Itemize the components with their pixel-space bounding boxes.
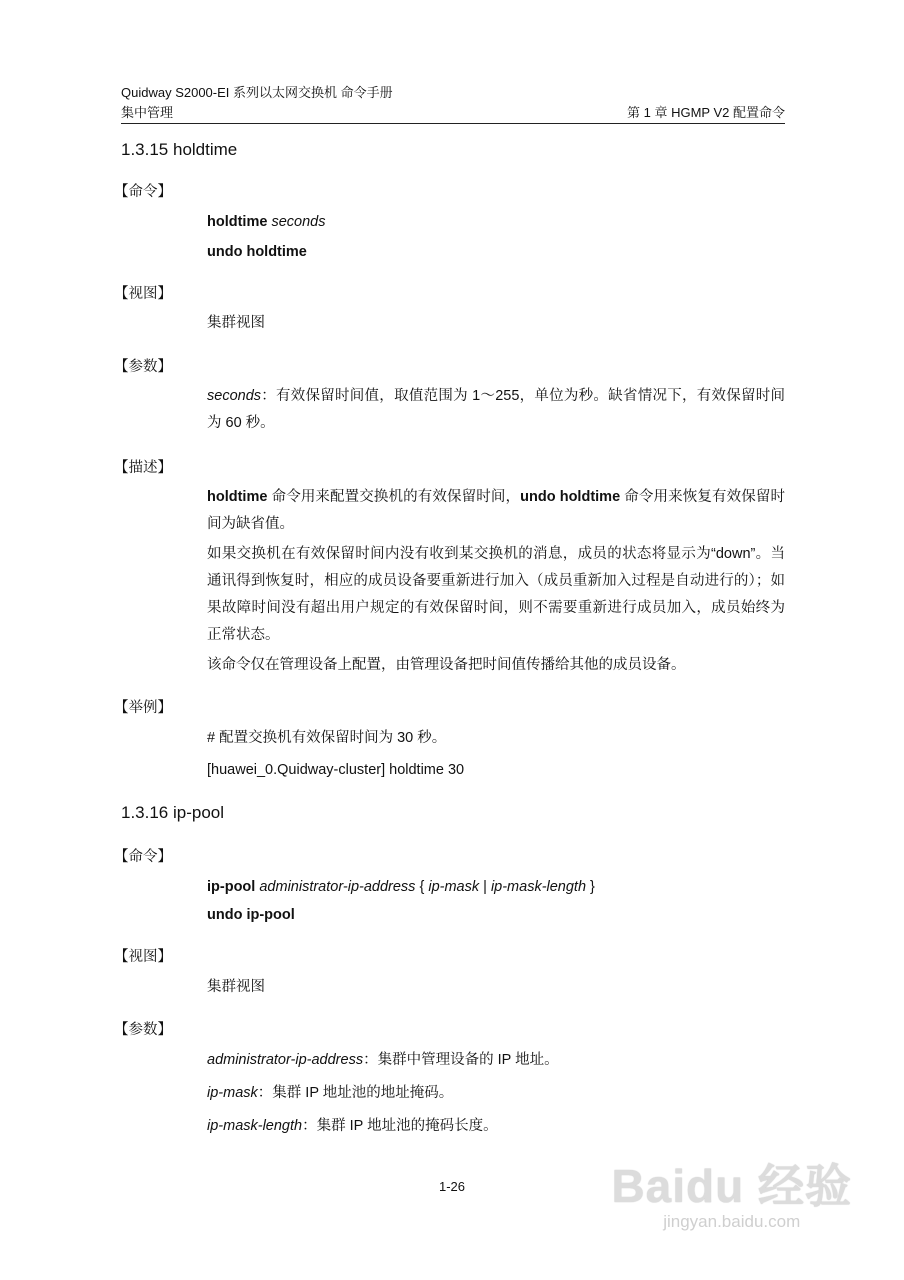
t: } [586, 879, 595, 895]
example-command: [huawei_0.Quidway-cluster] holdtime 30 [207, 762, 465, 778]
arg: administrator-ip-address [255, 879, 416, 895]
label-params: 【参数】 [114, 359, 172, 375]
header-title: Quidway S2000-EI 系列以太网交换机 命令手册 [121, 85, 393, 100]
header-section: 集中管理 [121, 105, 174, 120]
page-number: 1-26 [438, 1179, 466, 1194]
view-text: 集群视图 [207, 315, 265, 331]
param-desc: ：集群 IP 地址池的地址掩码。 [257, 1085, 454, 1101]
cmd-keyword: holdtime [207, 214, 268, 230]
kw: undo holdtime [520, 489, 621, 505]
t: 命令用来配置交换机的有效保留时间， [267, 489, 521, 505]
description-1 [207, 484, 785, 538]
command-syntax [207, 874, 785, 901]
param-desc: ：集群中管理设备的 IP 地址。 [363, 1052, 559, 1068]
param-desc: ：集群 IP 地址池的掩码长度。 [302, 1118, 498, 1134]
param-seconds [207, 383, 785, 437]
undo-cmd-text: undo holdtime [207, 244, 307, 260]
label-view: 【视图】 [114, 949, 172, 965]
param-name: seconds [207, 388, 262, 404]
param-name: administrator-ip-address [207, 1052, 364, 1068]
label-description: 【描述】 [114, 460, 172, 476]
description-2: 如果交换机在有效保留时间内没有收到某交换机的消息，成员的状态将显示为“down”。当通讯得到恢复时，相应的成员设备要重新进行加入（成员重新加入过程是自动进行的）；如果故障时间没有超出用户规定的有效保留时间，则不需要重新进行成员加入，成员始终为正常状态。 [207, 546, 785, 643]
t: 命令用来恢复有效保留时间为缺省值。 [207, 489, 786, 532]
label-params: 【参数】 [114, 1022, 172, 1038]
header-rule [121, 123, 785, 124]
label-example: 【举例】 [114, 700, 172, 716]
header-chapter: 第 1 章 HGMP V2 配置命令 [627, 105, 785, 120]
baidu-watermark [611, 1150, 852, 1232]
watermark-url: jingyan.baidu.com [663, 1212, 801, 1231]
undo-command [207, 902, 785, 929]
param-ip-mask-length [207, 1113, 785, 1140]
cmd-arg: seconds [267, 214, 326, 230]
param-ip-mask [207, 1080, 785, 1107]
param-admin-ip [207, 1047, 785, 1074]
view-text: 集群视图 [207, 979, 265, 995]
kw: ip-pool [207, 879, 256, 895]
section-title-holdtime: 1.3.15 holdtime [121, 140, 238, 159]
kw: holdtime [207, 489, 268, 505]
watermark-brand: Baidu 经验 [611, 1160, 852, 1212]
t: { [415, 879, 429, 895]
undo-command [207, 239, 785, 266]
param-name: ip-mask [207, 1085, 258, 1101]
undo-cmd-text: undo ip-pool [207, 907, 295, 923]
description-3: 该命令仅在管理设备上配置，由管理设备把时间值传播给其他的成员设备。 [207, 657, 686, 673]
arg: ip-mask-length [490, 879, 587, 895]
command-syntax [207, 209, 785, 236]
section-title-ip-pool: 1.3.16 ip-pool [121, 803, 225, 822]
arg: ip-mask [428, 879, 480, 895]
param-desc: ：有效保留时间值，取值范围为 1～255，单位为秒。缺省情况下，有效保留时间为 60 秒。 [207, 388, 785, 431]
example-comment: # 配置交换机有效保留时间为 30 秒。 [207, 730, 447, 746]
label-command: 【命令】 [114, 849, 172, 865]
label-command: 【命令】 [114, 184, 172, 200]
label-view: 【视图】 [114, 286, 172, 302]
param-name: ip-mask-length [207, 1118, 303, 1134]
t: | [479, 879, 491, 895]
